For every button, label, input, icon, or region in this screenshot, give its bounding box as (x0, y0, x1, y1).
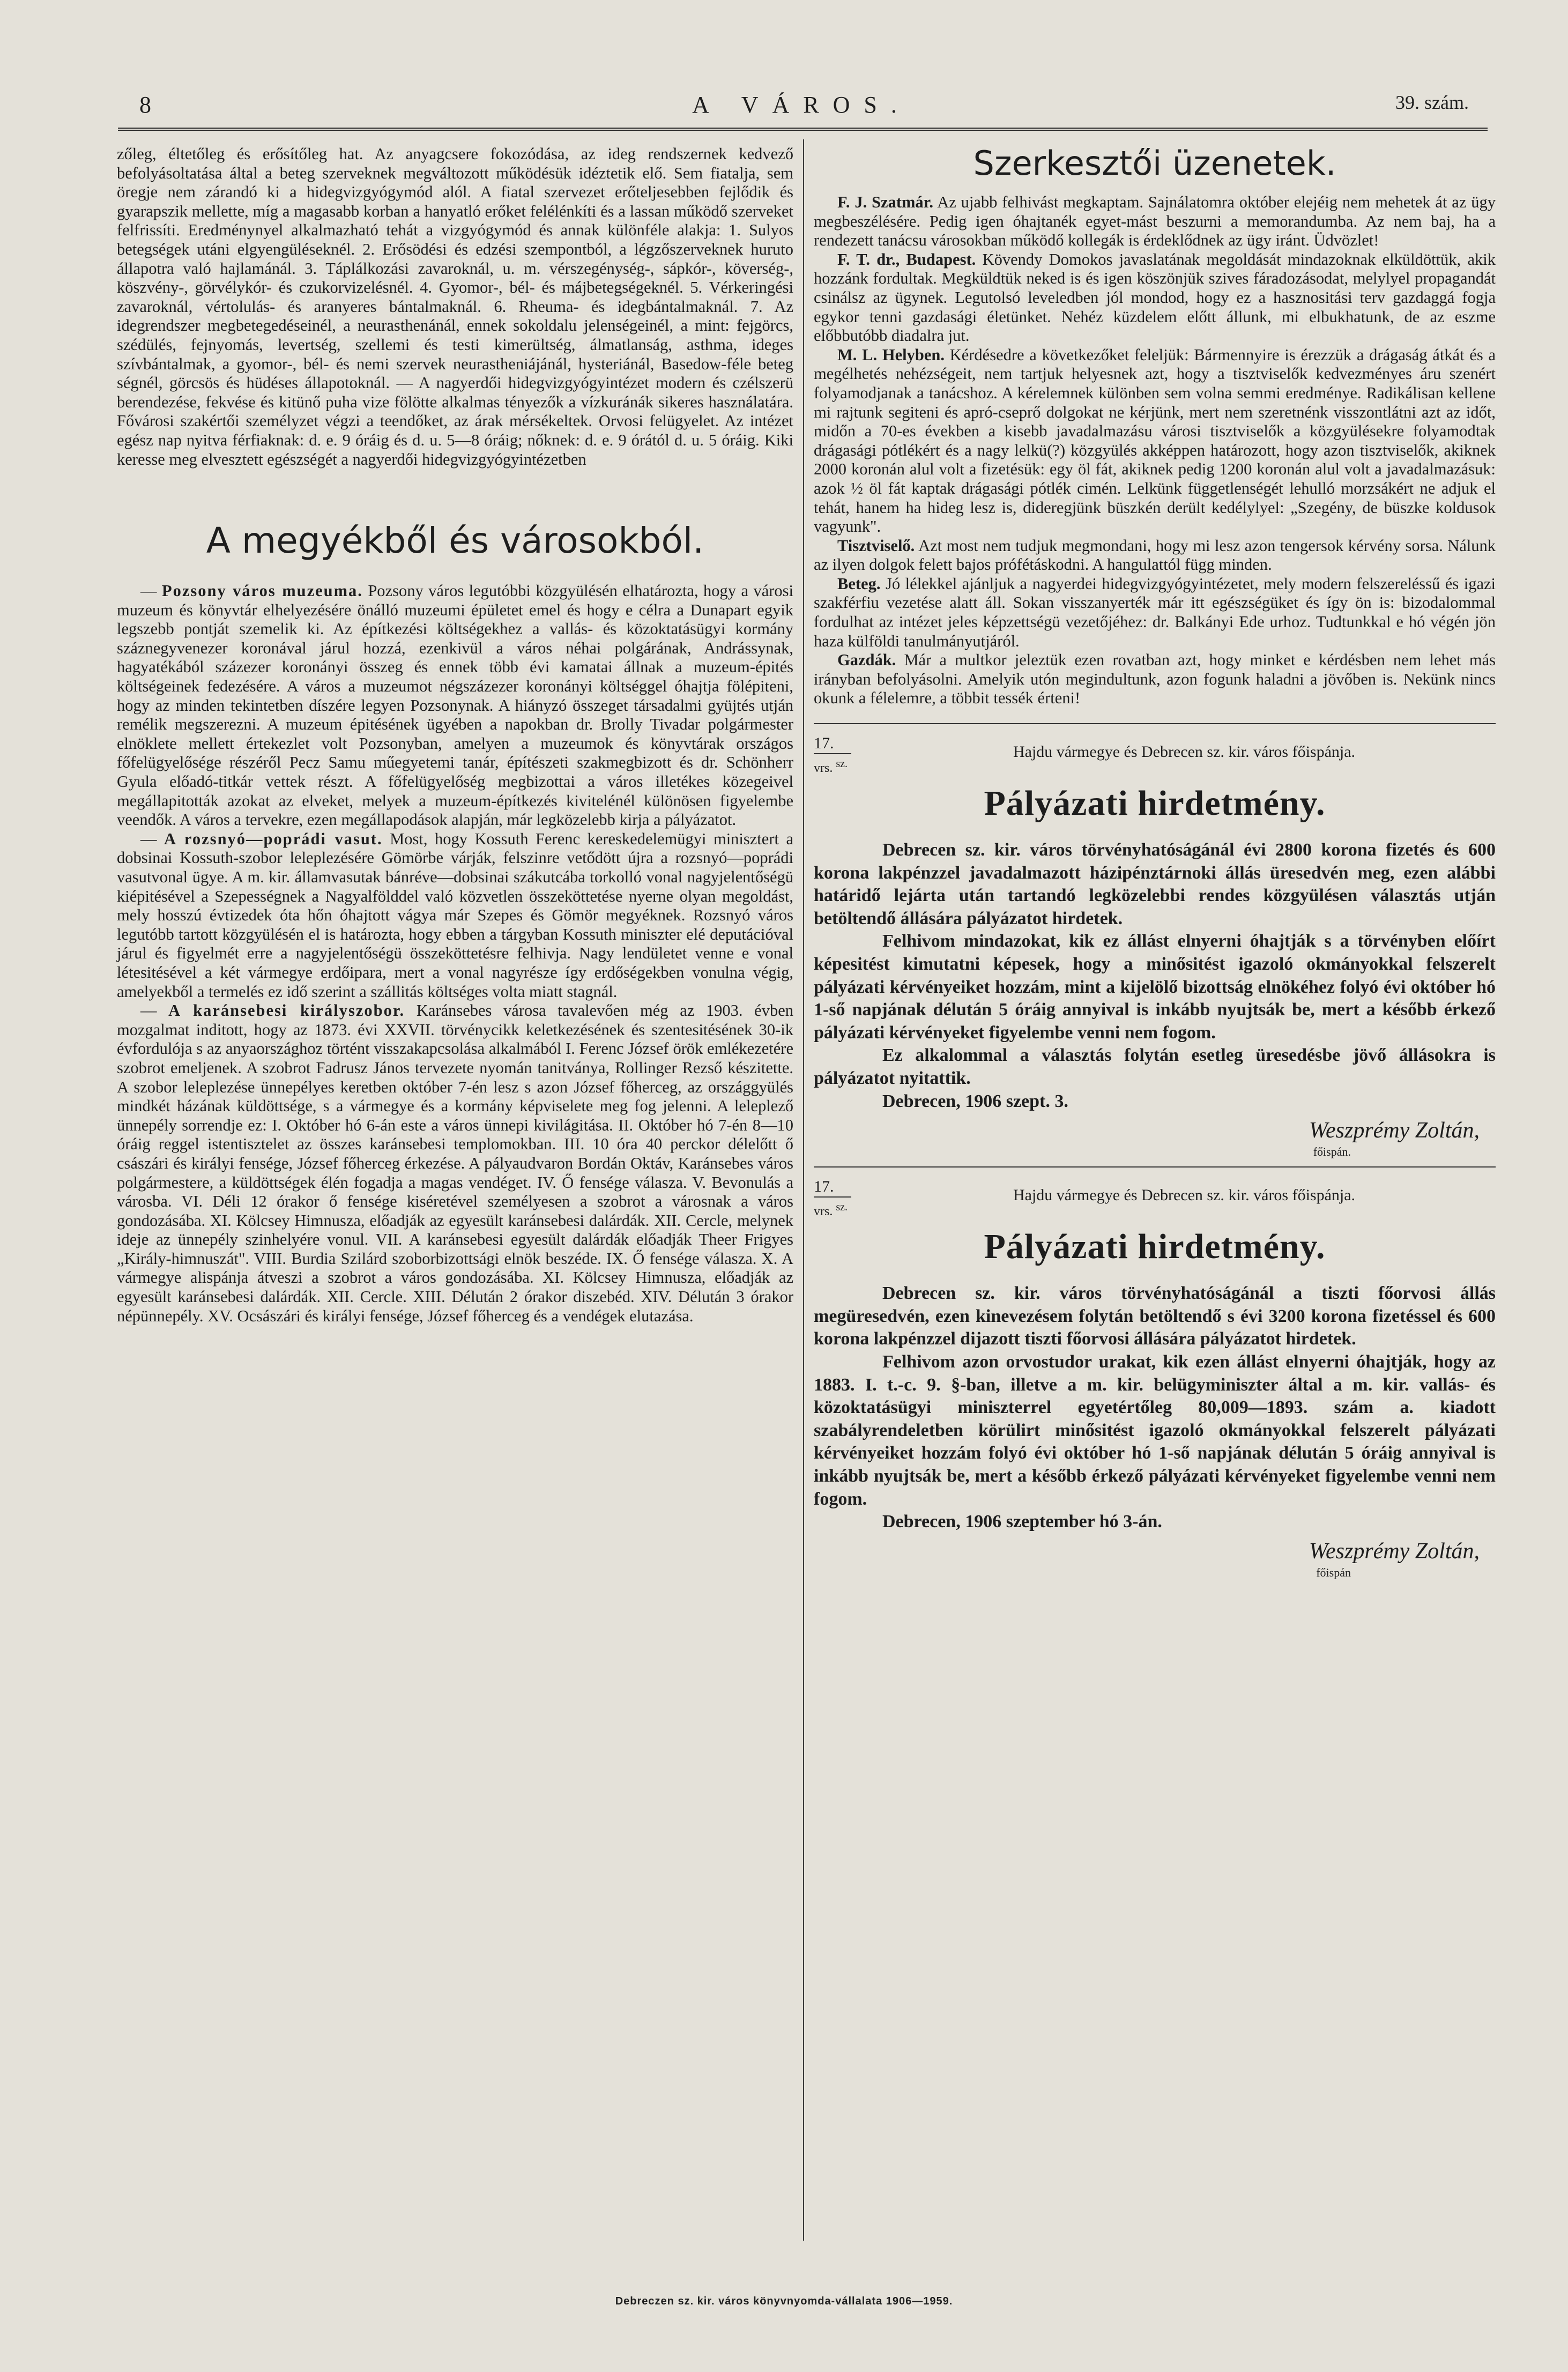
editor-message (814, 250, 1496, 346)
notice-header (814, 734, 1496, 778)
signature-role: főispán (1316, 1565, 1351, 1579)
notice-paragraph: Debrecen sz. kir. város törvényhatóságánál a tiszti főorvosi állás megüresedvén, ezen kinevezésem folytán betöltendő s évi 3200 korona fizetéssel és 600 korona lakpénzzel dijazott tiszti főorvosi állására pályázatot hirdetek. (814, 1283, 1496, 1349)
public-notice (814, 734, 1496, 1159)
notice-paragraph: Debrecen sz. kir. város törvényhatóságánál évi 2800 korona fizetés és 600 korona lakpénzzel javadalmazott házipénztárnoki állás üresedvén meg, ezen alábbi határidő lejárta után tartandó legközelebbi rendes közgyülésen választás utján betöltendő állására pályázatot hirdetek. (814, 840, 1496, 928)
message-text: Már a multkor jeleztük ezen rovatban azt, hogy minket e kérdésben nem lehet más irányban befolyásolni. Amelyik utón megindultunk, azon fogunk haladni a jövőben is. Nekünk nincs okunk a félelemre, a többit tessék érteni! (814, 651, 1496, 708)
header-rule (118, 128, 1488, 131)
notice-date: Debrecen, 1906 szeptember hó 3-án. (882, 1512, 1162, 1532)
section-rule (814, 723, 1496, 724)
notice-body (814, 1282, 1496, 1534)
message-text: Kövendy Domokos javaslatának megoldását mindazoknak elküldöttük, akik hozzánk fordultak. Megküldtük neked is és igen köszönjük szives fáradozásodat, melylyel propagandát csinálsz az ügynek. Legutolsó leveledben jól mondod, hogy ez a hasznositási terv gazdaggá fogja egykor tenni gazdasági életünket. Nehéz küzdelem előtt állunk, mi elbukhatunk, de az eszme előbbutóbb diadalra jut. (814, 250, 1496, 345)
notice-sz: sz. (836, 758, 848, 770)
newspaper-title: A VÁROS. (692, 92, 911, 118)
page-number: 8 (139, 92, 151, 118)
notice-body (814, 839, 1496, 1113)
section-rule (814, 1166, 1496, 1168)
notice-issuer: Hajdu vármegye és Debrecen sz. kir. város főispánja. (1013, 743, 1356, 761)
news-item: — A karánsebesi királyszobor. Karánsebes városa tavalevően még az 1903. évben mozgalmat inditott, hogy az 1873. évi XXVII. törvénycikk keletkezésének és szentesitésének 30-ik évfordulója s az anyaországhoz történt visszakapcsolása alkalmából I. Ferenc József örök emlékezetére szobrot emeljenek. A szobrot Fadrusz János tervezete nyomán tanitványa, Rollinger Rezső készitette. A szobor leleplezése ünnepélyes keretben október 7-én lesz s azon József főherceg, az országgyülés mindkét házának küldöttsége, s a vármegye és a kormány képviselete meg fog jelenni. A leleplező ünnepély sorrendje ez: I. Október hó 6-án este a város ünnepi kivilágitása. II. Október hó 7-én 8—10 óráig reggel istentisztelet az összes karánsebesi templomokban. III. 10 óra 40 perckor délelőtt ő császári és királyi fensége, József főherceg érkezése. A pályaudvaron Bordán Oktáv, Karánsebes város polgármestere, a küldöttségek élén fogadja a magas vendéget. IV. Ő fensége válasza. V. Bevonulás a városba. VI. Déli 12 órakor ő fensége kiséretével személyesen a szobrot a városnak a város gondozásába. XI. Kölcsey Himnusza, előadják az egyesült karánsebesi dalárdák. XII. Cercle, melynek ideje az ünnepély szinhelyére vonul. VII. A karánsebesi egyesült dalárdák előadják Theer Frigyes „Király-himnuszát". VIII. Burdia Szilárd szoborbizottsági elnök beszéde. IX. Ő fensége válasza. X. A vármegye alispánja átveszi a szobrot a város gondozásába. XI. Kölcsey Himnusza, előadják az egyesült karánsebesi dalárdák. XII. Cercle. XIII. Délután 2 órakor diszebéd. XIV. Délután 3 órakor népünnepély. XV. Ocsászári és királyi fensége, József főherceg és a vendégek elutazása. (117, 1001, 794, 1325)
news-item-title: Pozsony város muzeuma. (161, 582, 363, 600)
news-item-title: A karánsebesi királyszobor. (168, 1001, 405, 1020)
news-item-text: Pozsony város legutóbbi közgyülésén elhatározta, hogy a városi muzeum és könyvtár elhelyezésére önálló muzeumi épületet emel és hogy e célra a Dunapart egyik legszebb pontját szemelik ki. Az építkezési költségekhez a vallás- és közoktatásügyi kormány száznegyvenezer koronával járul hozzá, ezenkivül a város néhai polgárának, Andrássynak, hagyatékából százezer koronányi összeg és ennek több évi kamatai állnak a muzeum-épités költségeinek fedezésére. A város a muzeumot négszázezer koronányi költséggel óhajtja fölépiteni, hogy az minden tekintetben díszére legyen Pozsonynak. A hiányzó összeget társadalmi gyüjtés utján remélik megszerezni. A muzeum épitésének ügyében a napokban dr. Brolly Tivadar polgármester elnöklete mellett értekezlet volt Pozsonyban, amelyen a muzeumok és könyvtárak országos főfelügyelősége részéről Pecz Samu műegyetemi tanár, építészeti szakmegbizott és dr. Schönherr Gyula előadó-titkár vettek részt. A főfelügyelőség megbizottai a város illetékes közegeivel megállapitották azokat az elveket, melyek a muzeum-építkezés kivitelénél különösen figyelembe veendők. A város a tervekre, ezen megállapodások alapján, már legközelebb kirja a pályázatot. (117, 582, 794, 829)
printer-imprint: Debreczen sz. kir. város könyvnyomda-vállalata 1906—1959. (615, 2295, 953, 2307)
message-recipient: Gazdák. (837, 651, 896, 670)
issue-number: 39. szám. (1395, 92, 1469, 113)
notice-paragraph: Ez alkalommal a választás folytán esetleg üresedésbe jövő állásokra is pályázatot nyitattik. (814, 1045, 1496, 1088)
message-recipient: M. L. Helyben. (837, 345, 945, 364)
left-column (117, 145, 793, 1326)
notice-header (814, 1177, 1496, 1221)
notice-sz: sz. (836, 1201, 848, 1214)
section-title: A megyékből és városokból. (206, 520, 704, 562)
notice-issuer: Hajdu vármegye és Debrecen sz. kir. város főispánja. (1013, 1186, 1356, 1204)
right-column (814, 145, 1496, 1586)
message-text: Azt most nem tudjuk megmondani, hogy mi lesz azon tengersok kérvény sorsa. Nálunk az ilyen dolgok felett bajos prófétáskodni. A hangulattól függ minden. (814, 536, 1496, 574)
message-recipient: F. T. dr., Budapest. (837, 250, 976, 269)
column-divider (803, 139, 804, 2241)
message-recipient: F. J. Szatmár. (837, 193, 933, 211)
signature-role: főispán. (1313, 1145, 1351, 1159)
news-item-text: Karánsebes városa tavalevően még az 1903. évben mozgalmat inditott, hogy az 1873. évi XXVII. törvénycikk keletkezésének és szentesitésének 30-ik évfordulója s az anyaországhoz történt visszakapcsolása alkalmából I. Ferenc József örök emlékezetére szobrot emeljenek. A szobrot Fadrusz János tervezete nyomán tanitványa, Rollinger Rezső készitette. A szobor leleplezése ünnepélyes keretben október 7-én lesz s azon József főherceg, az országgyülés mindkét házának küldöttsége, s a vármegye és a kormány képviselete meg fog jelenni. A leleplező ünnepély sorrendje ez: I. Október hó 6-án este a város ünnepi kivilágitása. II. Október hó 7-én 8—10 óráig reggel istentisztelet az összes karánsebesi templomokban. III. 10 óra 40 perckor délelőtt ő császári és királyi fensége, József főherceg érkezése. A pályaudvaron Bordán Oktáv, Karánsebes város polgármestere, a küldöttségek élén fogadja a magas vendéget. IV. Ő fensége válasza. V. Bevonulás a városba. VI. Déli 12 órakor ő fensége kiséretével személyesen a szobrot a városnak a város gondozásába. XI. Kölcsey Himnusza, előadják az egyesült karánsebesi dalárdák. XII. Cercle, melynek ideje az ünnepély szinhelyére vonul. VII. A karánsebesi egyesült dalárdák előadják Theer Frigyes „Király-himnuszát". VIII. Burdia Szilárd szoborbizottsági elnök beszéde. IX. Ő fensége válasza. X. A vármegye alispánja átveszi a szobrot a város gondozásába. XI. Kölcsey Himnusza, előadják az egyesült karánsebesi dalárdák. XII. Cercle. XIII. Délután 2 órakor diszebéd. XIV. Délután 3 órakor népünnepély. XV. Ocsászári és királyi fensége, József főherceg és a vendégek elutazása. (117, 1001, 794, 1325)
notice-number-value: 17. (814, 734, 851, 754)
editor-message (814, 193, 1496, 250)
section-title: Szerkesztői üzenetek. (973, 144, 1336, 183)
notice-title: Pályázati hirdetmény. (984, 1227, 1326, 1267)
news-item-title: A rozsnyó—poprádi vasut. (164, 829, 383, 848)
notice-signature: Weszprémy Zoltán, (1309, 1118, 1480, 1143)
editor-message (814, 346, 1496, 537)
message-recipient: Tisztviselő. (837, 536, 915, 555)
message-recipient: Beteg. (837, 574, 881, 593)
news-item: — A rozsnyó—poprádi vasut. Most, hogy Kossuth Ferenc kereskedelemügyi minisztert a dobsinai Kossuth-szobor leleplezésére Gömörbe várják, felszinre vetődött újra a rozsnyó—poprádi vasutvonal ügye. A m. kir. államvasutak bánréve—dobsinai szákutcába torkolló vonal nagyjelentőségü kiépitésével a Szepességnek a Nagyalfölddel való közvetlen összeköttetése nyerne olyan megoldást, mely hosszú évtizedek óta hőn óhajtott vágya már Szepes és Gömör megyéknek. Rozsnyó város legutóbb tartott közgyülésén el is határozta, hogy ebben a tárgyban Kossuth miniszter elé deputációval járul és figyelmét erre a nagyjelentőségü összeköttetésre felhivja. Nagy lendületet venne e vonal létesitésével a két vármegye erdőipara, mert a vonal nagyrésze így erdőségekben vonulna végig, amelyekből a termelés ez idő szerint a szállitás költséges volta miatt stagnál. (117, 829, 794, 1001)
notice-paragraph: Felhivom mindazokat, kik ez állást elnyerni óhajtják s a törvényben előírt képesitést kimutatni képesek, hogy a minősitést igazoló okmányokkal felszerelt pályázati kérvényeiket hozzám, mint a kijelölő bizottság elnökéhez folyó évi október hó 1-ső napjának délután 5 óráig annyival is inkább nyujtsák be, mert a később érkező pályázati kérvényeket figyelembe venni nem fogom. (814, 931, 1496, 1043)
article-paragraph: zőleg, éltetőleg és erősítőleg hat. Az anyagcsere fokozódása, az ideg rendszernek kedvező befolyásoltatása által a beteg szerveknek megváltozott működésük idéztetik elő. Sem fiatalja, sem öregje nem zárandó ki a hidegvizgyógymód alól. A fiatal szervezet erőteljesebben fejlődik és gyarapszik mellette, míg a magasabb korban a hanyatló erőket felélénkíti és a lassan működő szerveket felfrissíti. Eredménynyel alkalmazható tehát a vizgyógymód és annak különféle alakja: 1. Sulyos betegségek utáni elgyengüléseknél. 2. Erősödési és edzési szempontból, a légzőszerveknek huruto állapotra való hajlamánál. 3. Táplálkozási zavaroknál, u. m. vérszegénység-, sápkór-, köverség-, köszvény-, görvélykór- és czukorvizelésnél. 4. Gyomor-, bél- és májbetegségeknél. 5. Vérkeringési zavaroknál, vértolulás- és aranyeres bántalmaknál. 6. Rheuma- és idegbántalmaknál. 7. Az idegrendszer megbetegedéseinél, a neurasthenánál, ennek sokoldalu jelenségeinél, a mint: fejgörcs, szédülés, fejnyomás, levertség, szellemi és testi kimerültség, álmatlanság, asthma, ideges szívbántalmak, a gyomor-, bél- és nemi szervek neurastheniájánál, hysteriánál, Basedow-féle beteg ségnél, görcsös és hüdéses állapotoknál. — A nagyerdői hidegvizgyógyintézet modern és czélszerü berendezése, fekvése és kitünő puha vize fölötte alkalmas tényezők a vízkuránák sikeres használatára. Fővárosi szakértői személyzet végzi a teendőket, az árak mérsékeltek. Orvosi felügyelet. Az intézet egész nap nyitva férfiaknak: d. e. 9 óráig és d. u. 5—8 óráig; nőknek: d. e. 9 órától d. u. 5 óráig. Kiki keresse meg elvesztett egészségét a nagyerdői hidegvizgyógyintézetben (117, 145, 793, 469)
message-text: Az ujabb felhivást megkaptam. Sajnálatomra október elejéig nem mehetek át az ügy megbeszélésére. Pedig igen óhajtanék egyet-mást beszurni a memorandumba. Az nem baj, ha a rendezett tanácsu városokban működő kollegák is érdeklődnek az ügy iránt. Üdvözlet! (814, 193, 1496, 250)
notice-number-value: 17. (814, 1177, 851, 1198)
notice-signature: Weszprémy Zoltán, (1309, 1538, 1480, 1564)
notice-title: Pályázati hirdetmény. (984, 784, 1326, 823)
news-item: — Pozsony város muzeuma. Pozsony város legutóbbi közgyülésén elhatározta, hogy a városi muzeum és könyvtár elhelyezésére önálló muzeumi épületet emel és hogy e célra a Dunapart egyik legszebb pontját szemelik ki. Az építkezési költségekhez a vallás- és közoktatásügyi kormány száznegyvenezer koronával járul hozzá, ezenkivül a város néhai polgárának, Andrássynak, hagyatékából százezer koronányi összeg és ennek több évi kamatai állnak a muzeum-épités költségeinek fedezésére. A város a muzeumot négszázezer koronányi költséggel óhajtja fölépiteni, hogy az minden tekintetben díszére legyen Pozsonynak. A hiányzó összeget társadalmi gyüjtés utján remélik megszerezni. A muzeum épitésének ügyében a napokban dr. Brolly Tivadar polgármester elnöklete mellett értekezlet volt Pozsonyban, amelyen a muzeumok és könyvtárak országos főfelügyelősége részéről Pecz Samu műegyetemi tanár, építészeti szakmegbizott és dr. Schönherr Gyula előadó-titkár vettek részt. A főfelügyelőség megbizottai a város illetékes közegeivel megállapitották azokat az elveket, melyek a muzeum-építkezés kivitelénél különösen figyelembe veendők. A város a tervekre, ezen megállapodások alapján, már legközelebb kirja a pályázatot. (117, 582, 794, 829)
editor-message (814, 537, 1496, 575)
message-text: Kérdésedre a következőket feleljük: Bármennyire is érezzük a drágaság átkát és a megélhetés nehézségeit, nem tartjuk helyesnek azt, hogy a tisztviselők kedvezményes áru szenért folyamodjanak a tanácshoz. A kérelemnek különben sem volna semmi eredménye. Radikálisan kellene mi rajtunk segiteni és apró-cseprő dolgokat ne kérjünk, mert nem szeretnénk visszontlátni azt az időt, midőn a 70-es években a kisebb javadalmazásu városi tisztviselők a közgyülésekre folyamodtak drágasági pótlékért és a nagy lelkü(?) közgyülés akképpen határozott, hogy azon tisztviselők, akiknek 2000 koronán alul volt a fizetésük: egy öl fát, akiknek pedig 1200 koronán alul volt a javadalmazásuk: azok ½ öl fát kaptak drágasági pótlék cimén. Lelkünk függetlenségét lehulló morzsákért ne adjuk el tehát, hanem ha hideg lesz is, dideregjünk büszkén derült kedélylyel: „Szegény, de büszke koldusok vagyunk". (814, 345, 1496, 536)
notice-vrs: vrs. (814, 1204, 833, 1219)
message-text: Jó lélekkel ajánljuk a nagyerdei hidegvizgyógyintézetet, mely modern felszereléssű és igazi szakférfiu vezetése alatt áll. Sokan visszanyerték már itt egészségüket és így ön is: bizodalommal fordulhat az intézet jeles képzettségü vezetőjéhez: dr. Balkányi Ede urhoz. Tudtunkkal e hó végén jön haza külföldi tanulmányutjáról. (814, 574, 1496, 650)
public-notice (814, 1177, 1496, 1580)
notice-date: Debrecen, 1906 szept. 3. (882, 1091, 1068, 1111)
notice-vrs: vrs. (814, 761, 833, 776)
editor-message (814, 651, 1496, 708)
editor-message (814, 575, 1496, 651)
notice-paragraph: Felhivom azon orvostudor urakat, kik ezen állást elnyerni óhajtják, hogy az 1883. I. t.-c. 9. §-ban, illetve a m. kir. belügyminiszter által a m. kir. vallás- és közoktatásügyi miniszterrel egyetértőleg 80,009—1893. szám a. kiadott szabályrendeletben körülirt minősitést igazoló okmányokkal felszerelt pályázati kérvényeiket hozzám folyó évi október hó 1-ső napjának délután 5 óráig annyival is inkább nyujtsák be, mert a később érkező pályázati kérvényeket figyelembe venni nem fogom. (814, 1351, 1496, 1509)
notice-number (814, 1177, 873, 1221)
page-header (123, 91, 1480, 123)
news-item-text: Most, hogy Kossuth Ferenc kereskedelemügyi minisztert a dobsinai Kossuth-szobor leleplezésére Gömörbe várják, felszinre vetődött újra a rozsnyó—poprádi vasutvonal ügye. A m. kir. államvasutak bánréve—dobsinai szákutcába torkolló vonal nagyjelentőségü kiépitésével a Szepességnek a Nagyalfölddel való közvetlen összeköttetése nyerne olyan megoldást, mely hosszú évtizedek óta hőn óhajtott vágya már Szepes és Gömör megyéknek. Rozsnyó város legutóbb tartott közgyülésén el is határozta, hogy ebben a tárgyban Kossuth miniszter elé deputációval járul és figyelmét erre a nagyjelentőségü összeköttetésre felhivja. Nagy lendületet venne e vonal létesitésével a két vármegye erdőipara, mert a vonal nagyrésze így erdőségekben vonulna végig, amelyekből a termelés ez idő szerint a szállitás költséges volta miatt stagnál. (117, 829, 794, 1001)
notice-number (814, 734, 873, 778)
